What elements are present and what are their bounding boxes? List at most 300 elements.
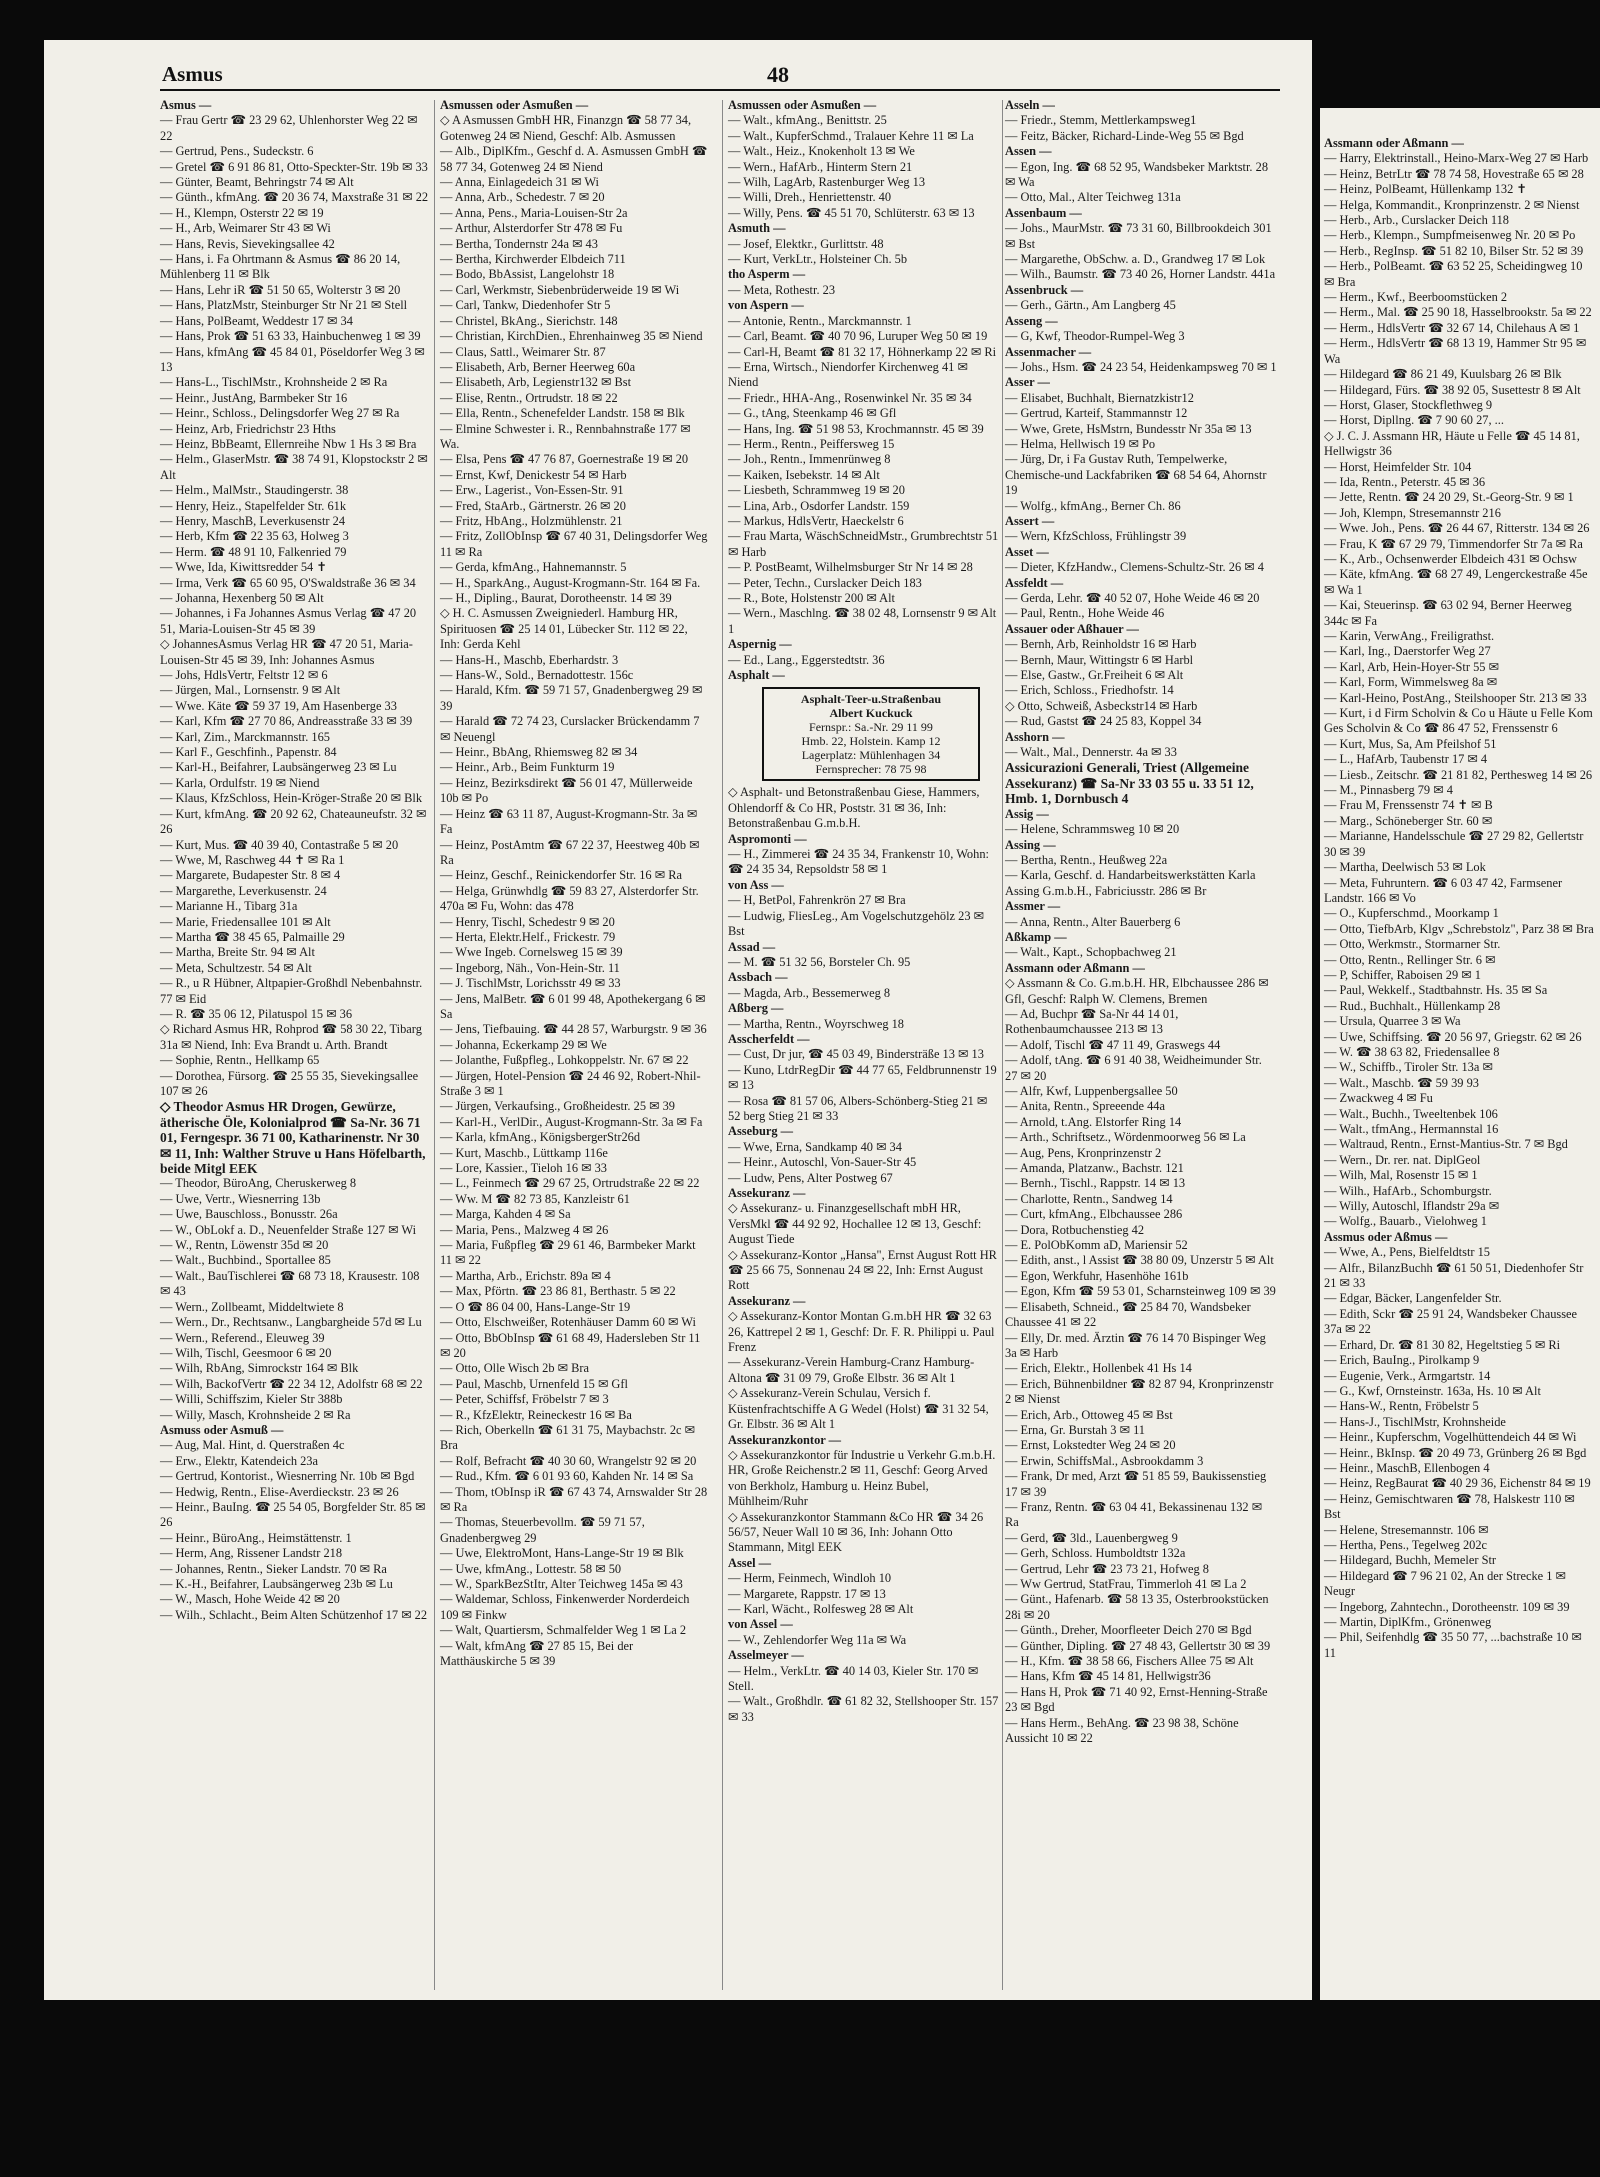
directory-entry: — Willy, Pens. ☎ 45 51 70, Schlüterstr. 63 ✉ 13: [728, 205, 975, 220]
directory-entry: — Rich, Oberkelln ☎ 61 31 75, Maybachstr. 2c ✉ Bra: [440, 1422, 695, 1453]
directory-entry: — Walt., tfmAng., Hermannstal 16: [1324, 1122, 1499, 1136]
directory-entry: — Heinr., Arb., Beim Funkturm 19: [440, 760, 615, 775]
directory-entry: ◇ Richard Asmus HR, Rohprod ☎ 58 30 22, Tibarg 31a ✉ Niend, Inh: Eva Brandt u. Arth. Brandt: [160, 1022, 422, 1052]
surname-heading: Asshorn —: [1005, 729, 1065, 744]
surname-heading: Assert —: [1005, 513, 1055, 528]
directory-entry: — Magda, Arb., Bessemerweg 8: [728, 985, 891, 1000]
directory-entry: — Margarete, Rappstr. 17 ✉ 13: [728, 1586, 886, 1601]
directory-entry: — Walt., KupferSchmd., Tralauer Kehre 11 ✉ La: [728, 128, 974, 143]
directory-entry: — Heinz, Arb, Friedrichstr 23 Hths: [160, 421, 336, 436]
directory-entry: — Helm., MalMstr., Staudingerstr. 38: [160, 483, 349, 498]
directory-entry: — Ernst, Lokstedter Weg 24 ✉ 20: [1005, 1438, 1176, 1453]
directory-entry: — Kurt, Mus. ☎ 40 39 40, Contastraße 5 ✉ 20: [160, 837, 399, 852]
directory-entry: — Erich, Arb., Ottoweg 45 ✉ Bst: [1005, 1407, 1173, 1422]
directory-entry: — H., SparkAng., August-Krogmann-Str. 164 ✉ Fa.: [440, 575, 701, 590]
directory-entry: — Martha, Rentn., Woyrschweg 18: [728, 1016, 904, 1031]
directory-entry: — Maria, Pens., Malzweg 4 ✉ 26: [440, 1222, 609, 1237]
directory-entry: — Harald ☎ 72 74 23, Curslacker Brückendamm 7 ✉ Neuengl: [440, 714, 700, 744]
directory-entry: — Henry, Heiz., Stapelfelder Str. 61k: [160, 498, 347, 513]
directory-entry: — Kaiken, Isebekstr. 14 ✉ Alt: [728, 467, 880, 482]
directory-entry: — Dorothea, Fürsorg. ☎ 25 55 35, Sievekingsallee 107 ✉ 26: [160, 1068, 419, 1098]
directory-entry: — P. PostBeamt, Wilhelmsburger Str Nr 14 ✉ 28: [728, 560, 973, 575]
directory-entry: ◇ Assekuranz-Kontor Montan G.m.bH HR ☎ 32 63 26, Kattrepel 2 ✉ 1, Geschf: Dr. F. R. Philippi u. Paul Frenz: [728, 1309, 995, 1355]
directory-entry: — Wern., Dr. rer. nat. DiplGeol: [1324, 1152, 1481, 1167]
directory-entry: — W., Masch, Hohe Weide 42 ✉ 20: [160, 1592, 340, 1607]
directory-entry: — O., Kupferschmd., Moorkamp 1: [1324, 906, 1499, 921]
column-5: [1324, 136, 1594, 1661]
directory-entry: — Otto, BbObInsp ☎ 61 68 49, Hadersleben Str 11 ✉ 20: [440, 1330, 701, 1360]
directory-entry: — Heinz, RegBaurat ☎ 40 29 36, Eichenstr 84 ✉ 19: [1324, 1476, 1591, 1491]
directory-entry: — Curt, kfmAng., Elbchaussee 286: [1005, 1207, 1183, 1222]
directory-entry: — Klaus, KfzSchloss, Hein-Kröger-Straße 20 ✉ Blk: [160, 791, 423, 806]
directory-entry: — Otto, Mal., Alter Teichweg 131a: [1005, 190, 1181, 205]
directory-entry: — Hans, Revis, Sievekingsallee 42: [160, 236, 335, 251]
directory-entry: — Wern., HafArb., Hinterm Stern 21: [728, 159, 913, 174]
directory-entry: — Johs, HdlsVertr, Feltstr 12 ✉ 6: [160, 668, 328, 683]
directory-entry: — Gerda, Lehr. ☎ 40 52 07, Hohe Weide 46 ✉ 20: [1005, 591, 1260, 605]
directory-entry: — Horst, Dipllng. ☎ 7 90 60 27, ...: [1324, 413, 1504, 428]
directory-entry: — Wern., Maschlng. ☎ 38 02 48, Lornsenstr 9 ✉ Alt 1: [728, 606, 997, 636]
directory-entry: — L., HafArb, Taubenstr 17 ✉ 4: [1324, 752, 1488, 767]
directory-entry: — Heinr., Autoschl, Von-Sauer-Str 45: [728, 1155, 917, 1170]
directory-entry: ◇ H. C. Asmussen Zweigniederl. Hamburg HR, Spirituosen ☎ 25 14 01, Lübecker Str. 112 ✉ 22, Inh: Gerda Kehl: [440, 606, 688, 652]
directory-entry: — Heinz, BetrLtr ☎ 78 74 58, Hovestraße 65 ✉ 28: [1324, 166, 1584, 181]
directory-entry: — Heinr., MaschB, Ellenbogen 4: [1324, 1460, 1490, 1475]
directory-entry: — Karl, Wächt., Rolfesweg 28 ✉ Alt: [728, 1601, 914, 1616]
directory-entry: — Gerd, ☎ 3ld., Lauenbergweg 9: [1005, 1530, 1178, 1545]
directory-entry: — Peter, Schiffsf, Fröbelstr 7 ✉ 3: [440, 1392, 609, 1407]
directory-entry: — Josef, Elektkr., Gurlittstr. 48: [728, 236, 884, 251]
directory-entry: — Gertrud, Kontorist., Wiesnerring Nr. 10b ✉ Bgd: [160, 1469, 415, 1484]
directory-entry: — Herm., Rentn., Peiffersweg 15: [728, 436, 895, 451]
directory-entry: — Zwackweg 4 ✉ Fu: [1324, 1091, 1433, 1106]
directory-entry: — Martha, Breite Str. 94 ✉ Alt: [160, 945, 315, 960]
column-divider: [722, 100, 723, 1990]
directory-entry: — Elise, Rentn., Ortrudstr. 18 ✉ 22: [440, 390, 618, 405]
directory-entry: — Hertha, Pens., Tegelweg 202c: [1324, 1537, 1488, 1552]
directory-entry: — Erna, Gr. Burstah 3 ✉ 11: [1005, 1422, 1146, 1437]
column-divider: [1002, 100, 1003, 1990]
surname-heading: Aspromonti —: [728, 831, 807, 846]
directory-entry: — Karla, Ordulfstr. 19 ✉ Niend: [160, 775, 320, 790]
directory-entry: — Fritz, HbAng., Holzmühlenstr. 21: [440, 513, 623, 528]
surname-heading: Assad —: [728, 939, 776, 954]
directory-entry: — Hans, Kfm ☎ 45 14 81, Hellwigstr36: [1005, 1669, 1211, 1684]
directory-entry: — Bodo, BbAssist, Langelohstr 18: [440, 267, 615, 282]
directory-entry: — Antonie, Rentn., Marckmannstr. 1: [728, 313, 912, 328]
directory-entry: — K., Arb., Ochsenwerder Elbdeich 431 ✉ Ochsw: [1324, 551, 1577, 566]
column-4: [1005, 98, 1277, 1746]
surname-heading: Assenmacher —: [1005, 344, 1092, 359]
surname-heading: Aspernig —: [728, 637, 792, 652]
directory-entry: — Heinz, PolBeamt, Hüllenkamp 132 ✝: [1324, 182, 1527, 197]
directory-entry: — Joh., Rentn., Immenrünweg 8: [728, 452, 891, 467]
directory-entry: — Martha, Deelwisch 53 ✉ Lok: [1324, 860, 1486, 875]
directory-entry: — Edgar, Bäcker, Langenfelder Str.: [1324, 1291, 1502, 1306]
directory-entry: — Uwe, ElektroMont, Hans-Lange-Str 19 ✉ Blk: [440, 1546, 684, 1561]
surname-heading: Asmussen oder Asmußen —: [440, 98, 589, 112]
directory-entry: — Heinr., BüroAng., Heimstättenstr. 1: [160, 1530, 352, 1545]
directory-entry: — Wilh., Baumstr. ☎ 73 40 26, Horner Landstr. 441a: [1005, 267, 1276, 282]
directory-entry: — Harry, Elektrinstall., Heino-Marx-Weg 27 ✉ Harb: [1324, 151, 1589, 166]
directory-entry: — Walt., Großhdlr. ☎ 61 82 32, Stellshooper Str. 157 ✉ 33: [728, 1694, 999, 1724]
directory-entry: — Alb., DiplKfm., Geschf d. A. Asmussen GmbH ☎ 58 77 34, Gotenweg 24 ✉ Niend: [440, 144, 708, 174]
directory-entry: — Kuno, LtdrRegDir ☎ 44 77 65, Feldbrunnenstr 19 ✉ 13: [728, 1062, 997, 1093]
directory-entry: — Walt, kfmAng ☎ 27 85 15, Bei der Matthäuskirche 5 ✉ 39: [440, 1638, 634, 1669]
directory-entry: — Hildegard, Fürs. ☎ 38 92 05, Susettestr 8 ✉ Alt: [1324, 382, 1581, 397]
directory-entry: — Hans, Ing. ☎ 51 98 53, Krochmannstr. 45 ✉ 39: [728, 421, 984, 436]
directory-entry: — Bertha, Kirchwerder Elbdeich 711: [440, 252, 626, 267]
directory-entry: — Fred, StaArb., Gärtnerstr. 26 ✉ 20: [440, 498, 626, 513]
directory-entry: — Peter, Techn., Curslacker Deich 183: [728, 575, 922, 590]
directory-entry: — Waltraud, Rentn., Ernst-Mantius-Str. 7 ✉ Bgd: [1324, 1137, 1568, 1152]
directory-entry: — Egon, Werkfuhr, Hasenhöhe 161b: [1005, 1268, 1189, 1283]
directory-entry: — Ww Gertrud, StatFrau, Timmerloh 41 ✉ La 2: [1005, 1577, 1247, 1591]
directory-entry: — Adolf, Tischl ☎ 47 11 49, Graswegs 44: [1005, 1037, 1221, 1052]
directory-entry: — Erhard, Dr. ☎ 81 30 82, Hegeltstieg 5 ✉ Ri: [1324, 1337, 1561, 1352]
directory-entry: ◇ Assekuranz-Verein Schulau, Versich f. Küstenfrachtschiffe A G Wedel (Holst) ☎ 31 32 54, Gr. Elbstr. 36 ✉ Alt 1: [728, 1386, 989, 1432]
directory-entry: — Elisabeth, Schneid., ☎ 25 84 70, Wandsbeker Chaussee 41 ✉ 22: [1005, 1299, 1251, 1330]
directory-entry: — Hans Herm., BehAng. ☎ 23 98 38, Schöne Aussicht 10 ✉ 22: [1005, 1715, 1239, 1746]
running-head: Asmus: [162, 62, 223, 86]
directory-entry: — Karl, Zim., Marckmannstr. 165: [160, 729, 330, 744]
directory-entry: — Rud., Kfm. ☎ 6 01 93 60, Kahden Nr. 14 ✉ Sa: [440, 1469, 694, 1484]
directory-entry: — Christel, BkAng., Sierichstr. 148: [440, 313, 618, 328]
directory-entry: — Dora, Rotbuchenstieg 42: [1005, 1222, 1145, 1237]
directory-entry: — Erich, Schloss., Friedhofstr. 14: [1005, 683, 1174, 698]
directory-entry: — Erna, Wirtsch., Niendorfer Kirchenweg 41 ✉ Niend: [728, 359, 968, 390]
directory-entry: — Gerh., Gärtn., Am Langberg 45: [1005, 298, 1176, 313]
directory-entry: — Wwe, A., Pens, Bielfeldtstr 15: [1324, 1245, 1490, 1260]
directory-entry: — Hans, Prok ☎ 51 63 33, Hainbuchenweg 1 ✉ 39: [160, 329, 421, 344]
directory-entry: — Hildegard, Buchh, Memeler Str: [1324, 1553, 1497, 1568]
surname-heading: Assbach —: [728, 970, 788, 985]
directory-entry: — Hans, PlatzMstr, Steinburger Str Nr 21 ✉ Stell: [160, 298, 408, 313]
directory-entry: — Elisabet, Buchhalt, Biernatzkistr12: [1005, 390, 1194, 405]
directory-entry: — Ludwig, FliesLeg., Am Vogelschutzgehölz 23 ✉ Bst: [728, 908, 984, 939]
directory-entry: — Franz, Rentn. ☎ 63 04 41, Bekassinenau 132 ✉ Ra: [1005, 1499, 1263, 1530]
directory-entry: — Günther, Dipling. ☎ 27 48 43, Gellertstr 30 ✉ 39: [1005, 1638, 1271, 1653]
directory-entry: — Karla, Geschf. d. Handarbeitswerkstätten Karla Assing G.m.b.H., Fabriciusstr. 286 ✉ Br: [1005, 868, 1256, 898]
directory-entry: — Wwe, Ida, Kiwittsredder 54 ✝: [160, 560, 327, 575]
directory-entry: — Erw., Lagerist., Von-Essen-Str. 91: [440, 483, 624, 498]
directory-entry: — Frau Marta, WäschSchneidMstr., Grumbrechtstr 51 ✉ Harb: [728, 529, 999, 559]
directory-entry: — Heinz, PostAmtm ☎ 67 22 37, Heestweg 40b ✉ Ra: [440, 837, 700, 867]
directory-entry: — Hedwig, Rentn., Elise-Averdieckstr. 23 ✉ 26: [160, 1484, 399, 1499]
directory-entry: — H., Klempn, Osterstr 22 ✉ 19: [160, 205, 324, 220]
directory-entry: — Joh, Klempn, Stresemannstr 216: [1324, 505, 1501, 520]
directory-entry: — Karl, Arb, Hein-Hoyer-Str 55 ✉: [1324, 659, 1499, 674]
surname-heading: Assauer oder Aßhauer —: [1005, 621, 1139, 636]
directory-entry: — Bernh., Tischl., Rappstr. 14 ✉ 13: [1005, 1176, 1186, 1191]
directory-entry: — Heinr., BkInsp. ☎ 20 49 73, Grünberg 26 ✉ Bgd: [1324, 1445, 1587, 1460]
surname-heading: Assenbruck —: [1005, 282, 1084, 297]
directory-entry: — Sophie, Rentn., Hellkamp 65: [160, 1053, 320, 1068]
directory-entry: — Uwe, Schiffsing. ☎ 20 56 97, Griegstr. 62 ✉ 26: [1324, 1029, 1582, 1044]
surname-heading: Asmuss oder Asmuß —: [160, 1422, 284, 1437]
directory-entry: — Rolf, Befracht ☎ 40 30 60, Wrangelstr 92 ✉ 20: [440, 1453, 697, 1468]
directory-entry: — Wern, KfzSchloss, Frühlingstr 39: [1005, 529, 1187, 544]
directory-entry: — Jürg, Dr, i Fa Gustav Ruth, Tempelwerke, Chemische-und Lackfabriken ☎ 68 54 64, Ahornstr 19: [1005, 452, 1267, 498]
directory-entry: — Bernh, Maur, Wittingstr 6 ✉ Harbl: [1005, 652, 1194, 667]
directory-entry: — Johannes, i Fa Johannes Asmus Verlag ☎ 47 20 51, Maria-Louisen-Str 45 ✉ 39: [160, 606, 417, 636]
directory-entry: — Kurt, i d Firm Scholvin & Co u Häute u Felle Kom Ges Scholvin & Co ☎ 86 47 52, Frenssenstr 6: [1324, 706, 1593, 736]
directory-entry: — Waldemar, Schloss, Finkenwerder Norderdeich 109 ✉ Finkw: [440, 1592, 690, 1622]
directory-entry: — Elisabeth, Arb, Berner Heerweg 60a: [440, 359, 636, 374]
directory-entry: — Jürgen, Hotel-Pension ☎ 24 46 92, Robert-Nhil-Straße 3 ✉ 1: [440, 1068, 701, 1098]
directory-entry: — Walt., Heiz., Knokenholt 13 ✉ We: [728, 144, 915, 159]
surname-heading: Aßberg —: [728, 1001, 784, 1016]
directory-entry: — Horst, Glaser, Stockflethweg 9: [1324, 397, 1493, 412]
directory-entry: — Otto, Olle Wisch 2b ✉ Bra: [440, 1361, 590, 1376]
directory-entry: — Paul, Wekkelf., Stadtbahnstr. Hs. 35 ✉ Sa: [1324, 983, 1548, 998]
directory-entry: — Johs., MaurMstr. ☎ 73 31 60, Billbrookdeich 301 ✉ Bst: [1005, 221, 1272, 251]
directory-entry: — Wwe. Joh., Pens. ☎ 26 44 67, Ritterstr. 134 ✉ 26: [1324, 521, 1590, 536]
directory-entry: — Uwe, kfmAng., Lottestr. 58 ✉ 50: [440, 1561, 622, 1576]
directory-entry: — Helga, Kommandit., Kronprinzenstr. 2 ✉ Nienst: [1324, 197, 1580, 212]
directory-entry: — Hans, kfmAng ☎ 45 84 01, Pöseldorfer Weg 3 ✉ 13: [160, 344, 425, 374]
directory-entry: — Hildegard ☎ 86 21 49, Kuulsbarg 26 ✉ Blk: [1324, 367, 1562, 382]
directory-entry: — Hans-L., TischlMstr., Krohnsheide 2 ✉ Ra: [160, 375, 388, 390]
directory-entry: — Heinr., JustAng, Barmbeker Str 16: [160, 390, 348, 405]
directory-entry: — Herb., PolBeamt. ☎ 63 52 25, Scheidingweg 10 ✉ Bra: [1324, 259, 1583, 289]
directory-entry: — Günter, Beamt, Behringstr 74 ✉ Alt: [160, 175, 354, 190]
surname-heading: Assmer —: [1005, 899, 1061, 914]
directory-entry: — Karl, Kfm ☎ 27 70 86, Andreasstraße 33 ✉ 39: [160, 714, 413, 729]
directory-entry: — Rud., Buchhalt., Hüllenkamp 28: [1324, 998, 1501, 1013]
directory-entry: — Marianne H., Tibarg 31a: [160, 899, 298, 914]
directory-entry: — Heinz, Bezirksdirekt ☎ 56 01 47, Müllerweide 10b ✉ Po: [440, 775, 693, 806]
ad-line: Asphalt-Teer-u.Straßenbau: [800, 692, 942, 707]
directory-entry: — Hans, Lehr iR ☎ 51 50 65, Wolterstr 3 ✉ 20: [160, 282, 401, 297]
directory-entry: — Heinr., BauIng. ☎ 25 54 05, Borgfelder Str. 85 ✉ 26: [160, 1499, 426, 1530]
directory-entry: — Willy, Masch, Krohnsheide 2 ✉ Ra: [160, 1407, 351, 1422]
directory-entry: — Karl-H., Beifahrer, Laubsängerweg 23 ✉ Lu: [160, 760, 397, 775]
directory-entry: — Kai, Steuerinsp. ☎ 63 02 94, Berner Heerweg 344c ✉ Fa: [1324, 598, 1572, 628]
directory-entry: — H, BetPol, Fahrenkrön 27 ✉ Bra: [728, 893, 906, 908]
directory-entry: — H., Kfm. ☎ 38 58 66, Fischers Allee 75 ✉ Alt: [1005, 1654, 1254, 1669]
directory-entry: — Carl, Werkmstr, Siebenbrüderweide 19 ✉ Wi: [440, 282, 680, 297]
directory-entry: — Uwe, Bauschloss., Bonusstr. 26a: [160, 1207, 338, 1222]
directory-entry: ◇ JohannesAsmus Verlag HR ☎ 47 20 51, Maria-Louisen-Str 45 ✉ 39, Inh: Johannes Asmus: [160, 637, 413, 667]
directory-entry: — Karla, kfmAng., KönigsbergerStr26d: [440, 1130, 641, 1145]
directory-entry: — Kurt, Mus, Sa, Am Pfeilshof 51: [1324, 736, 1497, 751]
directory-entry: — Wwe, Erna, Sandkamp 40 ✉ 34: [728, 1139, 902, 1154]
surname-heading: Assekuranzkontor —: [728, 1432, 842, 1447]
directory-entry: — Jürgen, Verkaufsing., Großheidestr. 25 ✉ 39: [440, 1099, 675, 1114]
directory-entry: — Marga, Kahden 4 ✉ Sa: [440, 1207, 571, 1222]
directory-entry: — Erich, Elektr., Hollenbek 41 Hs 14: [1005, 1361, 1192, 1376]
directory-entry: — Herm., HdlsVertr ☎ 68 13 19, Hammer Str 95 ✉ Wa: [1324, 336, 1587, 366]
directory-entry: — Heinz, BbBeamt, Ellernreihe Nbw 1 Hs 3 ✉ Bra: [160, 436, 417, 451]
directory-entry: — Otto, Werkmstr., Stormarner Str.: [1324, 937, 1501, 952]
directory-entry: — Johanna, Hexenberg 50 ✉ Alt: [160, 591, 324, 605]
directory-entry: — Aug, Mal. Hint, d. Querstraßen 4c: [160, 1438, 345, 1453]
directory-entry: ◇ Assekuranzkontor für Industrie u Verkehr G.m.b.H. HR, Große Reichenstr.2 ✉ 11, Geschf: Georg Arved von Berkholz, Hamburg u. Heinz Bubel, Mühlheim/Ruhr: [728, 1447, 996, 1509]
page-number: 48: [767, 62, 789, 87]
directory-entry: — Günth., Dreher, Moorfleeter Deich 270 ✉ Bgd: [1005, 1623, 1252, 1638]
directory-entry: — Herm., Mal. ☎ 25 90 18, Hasselbrookstr. 5a ✉ 22: [1324, 305, 1592, 320]
directory-entry: ◇ Otto, Schweiß, Asbeckstr14 ✉ Harb: [1005, 698, 1198, 713]
directory-entry: — Markus, HdlsVertr, Haeckelstr 6: [728, 513, 904, 528]
directory-entry: — Adolf, tAng. ☎ 6 91 40 38, Weidheimunder Str. 27 ✉ 20: [1005, 1053, 1262, 1083]
directory-entry: — Günth., kfmAng. ☎ 20 36 74, Maxstraße 31 ✉ 22: [160, 190, 429, 205]
directory-entry: — Ingeborg, Zahntechn., Dorotheenstr. 109 ✉ 39: [1324, 1599, 1570, 1614]
directory-entry: — Dieter, KfzHandw., Clemens-Schultz-Str. 26 ✉ 4: [1005, 560, 1264, 575]
directory-entry: — Paul, Rentn., Hohe Weide 46: [1005, 606, 1165, 621]
directory-entry: — Karl-Heino, PostAng., Steilshooper Str. 213 ✉ 33: [1324, 690, 1587, 705]
directory-entry: — Käte, kfmAng. ☎ 68 27 49, Lengerckestraße 45e ✉ Wa 1: [1324, 567, 1588, 597]
directory-entry: — Elsa, Pens ☎ 47 76 87, Goernestraße 19 ✉ 20: [440, 452, 689, 467]
directory-entry: — Walt., Buchbind., Sportallee 85: [160, 1253, 331, 1268]
directory-entry: — Eugenie, Verk., Armgartstr. 14: [1324, 1368, 1491, 1383]
directory-entry: — Wwe, M, Raschweg 44 ✝ ✉ Ra 1: [160, 852, 345, 867]
directory-entry: — Walt., BauTischlerei ☎ 68 73 18, Krausestr. 108 ✉ 43: [160, 1268, 420, 1299]
directory-entry: — Martin, DiplKfm., Grönenweg: [1324, 1615, 1492, 1629]
directory-entry: — Heinz, Geschf., Reinickendorfer Str. 16 ✉ Ra: [440, 868, 682, 883]
directory-entry: — Günt., Hafenarb. ☎ 58 13 35, Osterbrookstücken 28i ✉ 20: [1005, 1592, 1269, 1622]
directory-entry: — K.-H., Beifahrer, Laubsängerweg 23b ✉ Lu: [160, 1577, 393, 1591]
directory-entry: — Wern., Zollbeamt, Middeltwiete 8: [160, 1299, 344, 1314]
directory-entry: — R., Bote, Holstenstr 200 ✉ Alt: [728, 591, 895, 605]
directory-entry: — Helene, Schrammsweg 10 ✉ 20: [1005, 822, 1180, 837]
directory-entry: — Amanda, Platzanw., Bachstr. 121: [1005, 1161, 1184, 1176]
directory-entry: — Gerda, kfmAng., Hahnemannstr. 5: [440, 560, 627, 575]
directory-entry: — Herb., Klempn., Sumpfmeisenweg Nr. 20 ✉ Po: [1324, 228, 1576, 243]
directory-entry: — Willi, Dreh., Henriettenstr. 40: [728, 190, 892, 205]
directory-entry: ◇ A Asmussen GmbH HR, Finanzgn ☎ 58 77 34, Gotenweg 24 ✉ Niend, Geschf: Alb. Asmussen: [440, 113, 692, 143]
surname-heading: Asmus —: [160, 98, 212, 112]
directory-entry: ◇ Asphalt- und Betonstraßenbau Giese, Hammers, Ohlendorff & Co HR, Poststr. 31 ✉ 36, Inh: Betonstraßenbau G.m.b.H.: [728, 785, 980, 831]
directory-entry: — Wwe, Grete, HsMstrn, Bundesstr Nr 35a ✉ 13: [1005, 421, 1252, 436]
directory-entry: — R., u R Hübner, Altpapier-Großhdl Nebenbahnstr. 77 ✉ Eid: [160, 976, 423, 1006]
directory-entry: — Frau M, Frenssenstr 74 ✝ ✉ B: [1324, 798, 1493, 813]
directory-entry: — Lore, Kassier., Tieloh 16 ✉ 33: [440, 1161, 607, 1176]
surname-heading: Assekuranz —: [728, 1293, 806, 1308]
directory-entry: — Friedr., Stemm, Mettlerkampsweg1: [1005, 113, 1197, 128]
directory-entry: — Walt., Maschb. ☎ 59 39 93: [1324, 1075, 1479, 1090]
surname-heading: Asseng —: [1005, 313, 1058, 328]
surname-heading: Assmann oder Aßmann —: [1005, 960, 1145, 975]
directory-entry: — Walt., Buchh., Tweeltenbek 106: [1324, 1106, 1498, 1121]
directory-entry: — M., Pinnasberg 79 ✉ 4: [1324, 783, 1453, 798]
directory-entry: — Helene, Stresemannstr. 106 ✉: [1324, 1522, 1489, 1537]
ad-line: Lagerplatz: Mühlenhagen 34: [801, 748, 941, 763]
directory-entry: — Herm, Feinmech, Windloh 10: [728, 1571, 892, 1586]
directory-entry: — Martha, Arb., Erichstr. 89a ✉ 4: [440, 1268, 611, 1283]
directory-entry: — Bernh, Arb, Reinholdstr 16 ✉ Harb: [1005, 637, 1197, 652]
directory-entry: — Else, Gastw., Gr.Freiheit 6 ✉ Alt: [1005, 668, 1184, 683]
directory-entry: — Kurt, Maschb., Lüttkamp 116e: [440, 1145, 608, 1160]
directory-entry: — Helga, Grünwhdlg ☎ 59 83 27, Alsterdorfer Str. 470a ✉ Fu, Wohn: das 478: [440, 883, 699, 914]
directory-entry: — Frau, K ☎ 67 29 79, Timmendorfer Str 7a ✉ Ra: [1324, 536, 1583, 551]
directory-entry: — Herb, Kfm ☎ 22 35 63, Holweg 3: [160, 529, 349, 544]
directory-entry: — Liesb., Zeitschr. ☎ 21 81 82, Perthesweg 14 ✉ 26: [1324, 767, 1593, 782]
directory-entry: — M. ☎ 51 32 56, Borsteler Ch. 95: [728, 954, 911, 969]
surname-heading: Asmuth —: [728, 221, 786, 236]
ad-line: Fernspr.: Sa.-Nr. 29 11 99: [809, 720, 933, 735]
directory-entry: — Irma, Verk ☎ 65 60 95, O'Swaldstraße 36 ✉ 34: [160, 575, 416, 590]
directory-entry: — Walt., kfmAng., Benittstr. 25: [728, 113, 887, 128]
directory-entry: — Liesbeth, Schrammweg 19 ✉ 20: [728, 483, 905, 498]
directory-entry: — Thom, tObInsp iR ☎ 67 43 74, Arnswalder Str 28 ✉ Ra: [440, 1484, 708, 1514]
directory-entry: — Herb., Arb., Curslacker Deich 118: [1324, 213, 1510, 228]
directory-entry: — Marg., Schöneberger Str. 60 ✉: [1324, 813, 1493, 828]
directory-entry: — R., KfzElektr, Reineckestr 16 ✉ Ba: [440, 1407, 632, 1422]
surname-heading: Asset —: [1005, 544, 1049, 559]
directory-entry: — Ida, Rentn., Peterstr. 45 ✉ 36: [1324, 474, 1486, 489]
directory-entry: — Bertha, Rentn., Heußweg 22a: [1005, 852, 1168, 867]
directory-entry: — Carl, Beamt. ☎ 40 70 96, Luruper Weg 50 ✉ 19: [728, 329, 988, 344]
directory-entry: — Walt., Mal., Dennerstr. 4a ✉ 33: [1005, 745, 1177, 760]
directory-entry: ◇ Assmann & Co. G.m.b.H. HR, Elbchaussee 286 ✉ Gfl, Geschf: Ralph W. Clemens, Bremen: [1005, 976, 1269, 1006]
directory-entry: — Meta, Fuhruntern. ☎ 6 03 47 42, Farmsener Landstr. 166 ✉ Vo: [1324, 875, 1563, 905]
directory-entry: — Hans-H., Maschb, Eberhardstr. 3: [440, 652, 619, 667]
directory-entry: — Carl-H, Beamt ☎ 81 32 17, Höhnerkamp 22 ✉ Ri: [728, 344, 997, 359]
directory-entry: — Wilh., Schlacht., Beim Alten Schützenhof 17 ✉ 22: [160, 1607, 428, 1622]
column-1: [160, 98, 430, 1623]
directory-entry: — G., Kwf, Ornsteinstr. 163a, Hs. 10 ✉ Alt: [1324, 1383, 1541, 1398]
directory-entry: — Assekuranz-Verein Hamburg-Cranz Hamburg-Altona ☎ 31 09 79, Große Elbstr. 36 ✉ Alt 1: [728, 1355, 975, 1385]
directory-entry: ◇ Assekuranz-Kontor „Hansa", Ernst August Rott HR ☎ 25 66 75, Sonnenau 24 ✉ 22, Inh: Ernst August Rott: [728, 1247, 997, 1293]
directory-entry: — Helm., GlaserMstr. ☎ 38 74 91, Klopstockstr 2 ✉ Alt: [160, 452, 428, 482]
directory-entry: — Ella, Rentn., Schenefelder Landstr. 158 ✉ Blk: [440, 406, 685, 421]
ad-line: Hmb. 22, Holstein. Kamp 12: [801, 734, 941, 749]
directory-entry: — Ernst, Kwf, Denickestr 54 ✉ Harb: [440, 467, 627, 482]
directory-entry: — Wern., Referend., Eleuweg 39: [160, 1330, 325, 1345]
directory-entry: — Uwe, Vertr., Wiesnerring 13b: [160, 1191, 321, 1206]
column-2: [440, 98, 710, 1669]
directory-entry: — Cust, Dr jur, ☎ 45 03 49, Bindersträße 13 ✉ 13: [728, 1047, 984, 1062]
directory-entry: — Anna, Rentn., Alter Bauerberg 6: [1005, 914, 1181, 929]
directory-entry: — Wolfg., Bauarb., Vielohweg 1: [1324, 1214, 1487, 1229]
advertisement-box: [762, 687, 980, 781]
directory-entry: — W., Rentn, Löwenstr 35d ✉ 20: [160, 1238, 329, 1253]
directory-entry: — Johs., Hsm. ☎ 24 23 54, Heidenkampsweg 70 ✉ 1: [1005, 359, 1277, 374]
surname-heading: Assenbaum —: [1005, 205, 1082, 220]
directory-entry: — Margarete, Budapester Str. 8 ✉ 4: [160, 868, 341, 883]
directory-entry: — Elly, Dr. med. Ärztin ☎ 76 14 70 Bispinger Weg 3a ✉ Harb: [1005, 1330, 1266, 1360]
directory-entry: — Anna, Arb., Schedestr. 7 ✉ 20: [440, 190, 605, 205]
directory-entry: — R. ☎ 35 06 12, Pilatuspol 15 ✉ 36: [160, 1006, 353, 1021]
directory-entry: — L., Feinmech ☎ 29 67 25, Ortrudstraße 22 ✉ 22: [440, 1176, 700, 1191]
directory-entry: — Jolanthe, Fußpfleg., Lohkoppelstr. Nr. 67 ✉ 22: [440, 1053, 689, 1068]
directory-entry: — Wilh, Mal, Rosenstr 15 ✉ 1: [1324, 1168, 1478, 1183]
directory-entry: — Walt., Kapt., Schopbachweg 21: [1005, 945, 1177, 960]
directory-entry: — W., Schiffb., Tiroler Str. 13a ✉: [1324, 1060, 1493, 1075]
directory-entry: — Claus, Sattl., Weimarer Str. 87: [440, 344, 606, 359]
directory-entry: — Frau Gertr ☎ 23 29 62, Uhlenhorster Weg 22 ✉ 22: [160, 113, 418, 143]
directory-entry: — Lina, Arb., Osdorfer Landstr. 159: [728, 498, 910, 513]
surname-heading: Asselmeyer —: [728, 1648, 804, 1663]
directory-entry: — G, Kwf, Theodor-Rumpel-Weg 3: [1005, 329, 1185, 344]
directory-entry: — Arnold, t.Ang. Elstorfer Ring 14: [1005, 1114, 1182, 1129]
page-header: [112, 62, 1282, 88]
directory-entry: — Margarethe, Leverkusenstr. 24: [160, 883, 327, 898]
directory-entry: — Edith, Sckr ☎ 25 91 24, Wandsbeker Chaussee 37a ✉ 22: [1324, 1306, 1578, 1337]
directory-entry: — Helma, Hellwisch 19 ✉ Po: [1005, 436, 1156, 451]
directory-entry: — Erich, Bühnenbildner ☎ 82 87 94, Kronprinzenstr 2 ✉ Nienst: [1005, 1376, 1274, 1407]
surname-heading: von Aspern —: [728, 298, 804, 313]
directory-entry: — Anna, Pens., Maria-Louisen-Str 2a: [440, 205, 628, 220]
directory-entry: — Karl, Ing., Daerstorfer Weg 27: [1324, 644, 1491, 659]
directory-entry: — Heinr., Kupferschm, Vogelhüttendeich 44 ✉ Wi: [1324, 1430, 1577, 1445]
surname-heading: Asphalt —: [728, 668, 785, 683]
directory-entry: — Maria, Fußpfleg ☎ 29 61 46, Barmbeker Markt 11 ✉ 22: [440, 1238, 696, 1268]
directory-entry: — Otto, TiefbArb, Klgv „Schrebstolz", Parz 38 ✉ Bra: [1324, 921, 1594, 936]
directory-entry: — Paul, Maschb, Urnenfeld 15 ✉ Gfl: [440, 1376, 628, 1391]
directory-entry: Assicurazioni Generali, Triest (Allgemeine Assekuranz) ☎ Sa-Nr 33 03 55 u. 33 51 12, Hmb. 1, Dornbusch 4: [1005, 760, 1254, 807]
